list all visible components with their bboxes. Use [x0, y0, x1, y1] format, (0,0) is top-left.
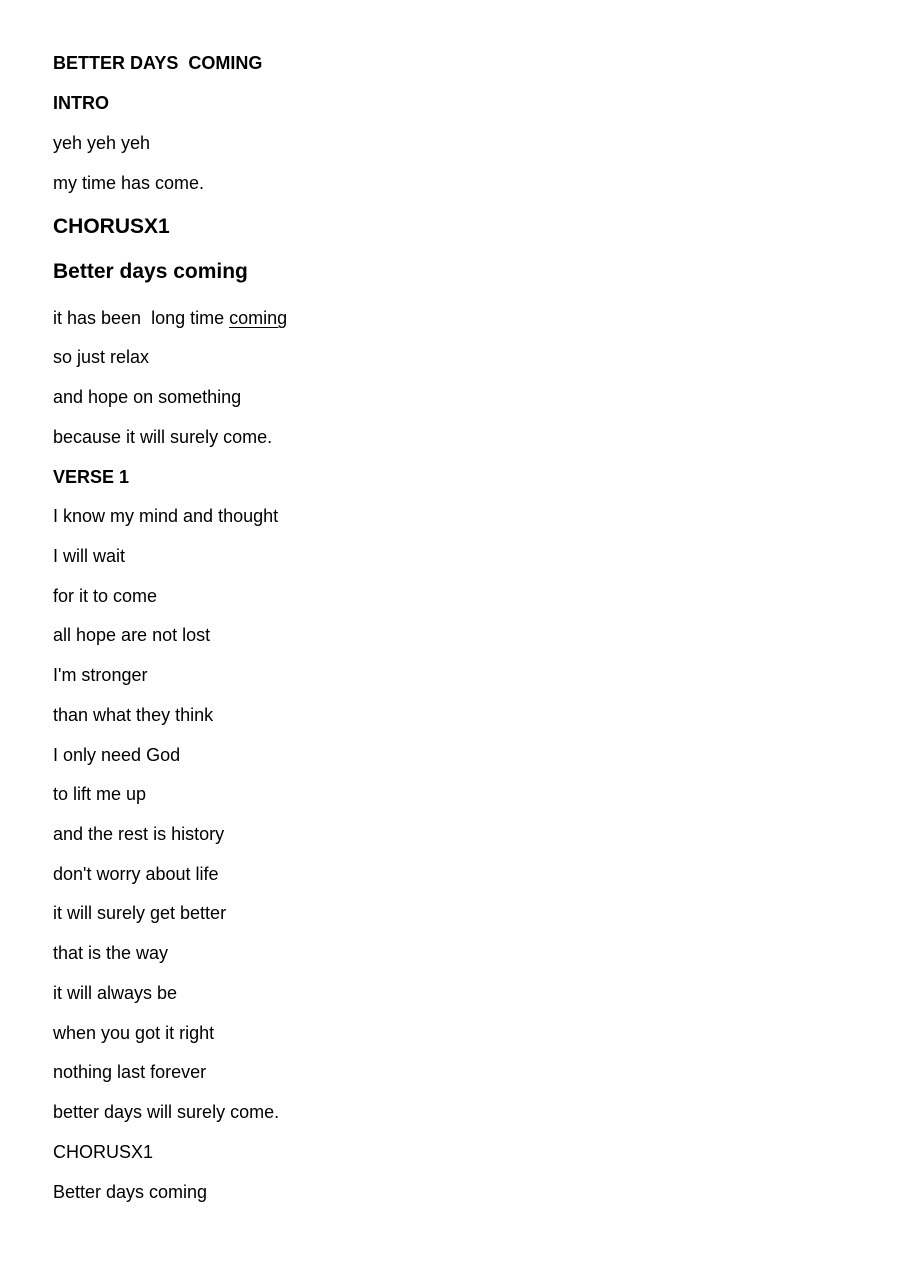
- verse-line: better days will surely come.: [53, 1102, 280, 1122]
- intro-line: my time has come.: [53, 173, 205, 193]
- chorus-line: because it will surely come.: [53, 427, 273, 447]
- verse-line: I only need God: [53, 745, 181, 765]
- outro-chorus-title: Better days coming: [53, 1182, 208, 1202]
- intro-line: yeh yeh yeh: [53, 133, 151, 153]
- chorus-line-text: it has been long time: [53, 308, 230, 328]
- verse-line: than what they think: [53, 705, 214, 725]
- verse-line: all hope are not lost: [53, 625, 211, 645]
- verse-line: and the rest is history: [53, 824, 225, 844]
- chorus-title: Better days coming: [53, 260, 248, 283]
- underlined-word: coming: [229, 308, 288, 328]
- verse-line: I'm stronger: [53, 665, 148, 685]
- outro-chorus-label: CHORUSX1: [53, 1142, 154, 1162]
- chorus-line: so just relax: [53, 347, 150, 367]
- verse-line: for it to come: [53, 586, 158, 606]
- chorus-heading: CHORUSX1: [53, 215, 170, 238]
- verse-line: it will always be: [53, 983, 178, 1003]
- verse-line: don't worry about life: [53, 864, 219, 884]
- verse-line: to lift me up: [53, 784, 147, 804]
- verse-line: it will surely get better: [53, 903, 227, 923]
- verse1-heading: VERSE 1: [53, 467, 130, 487]
- intro-heading: INTRO: [53, 93, 109, 113]
- song-title: BETTER DAYS COMING: [53, 53, 263, 73]
- verse-line: when you got it right: [53, 1023, 215, 1043]
- verse-line: that is the way: [53, 943, 169, 963]
- verse-line: I will wait: [53, 546, 126, 566]
- chorus-line: [53, 307, 287, 329]
- verse-line: I know my mind and thought: [53, 506, 279, 526]
- verse-line: nothing last forever: [53, 1062, 207, 1082]
- chorus-line: and hope on something: [53, 387, 242, 407]
